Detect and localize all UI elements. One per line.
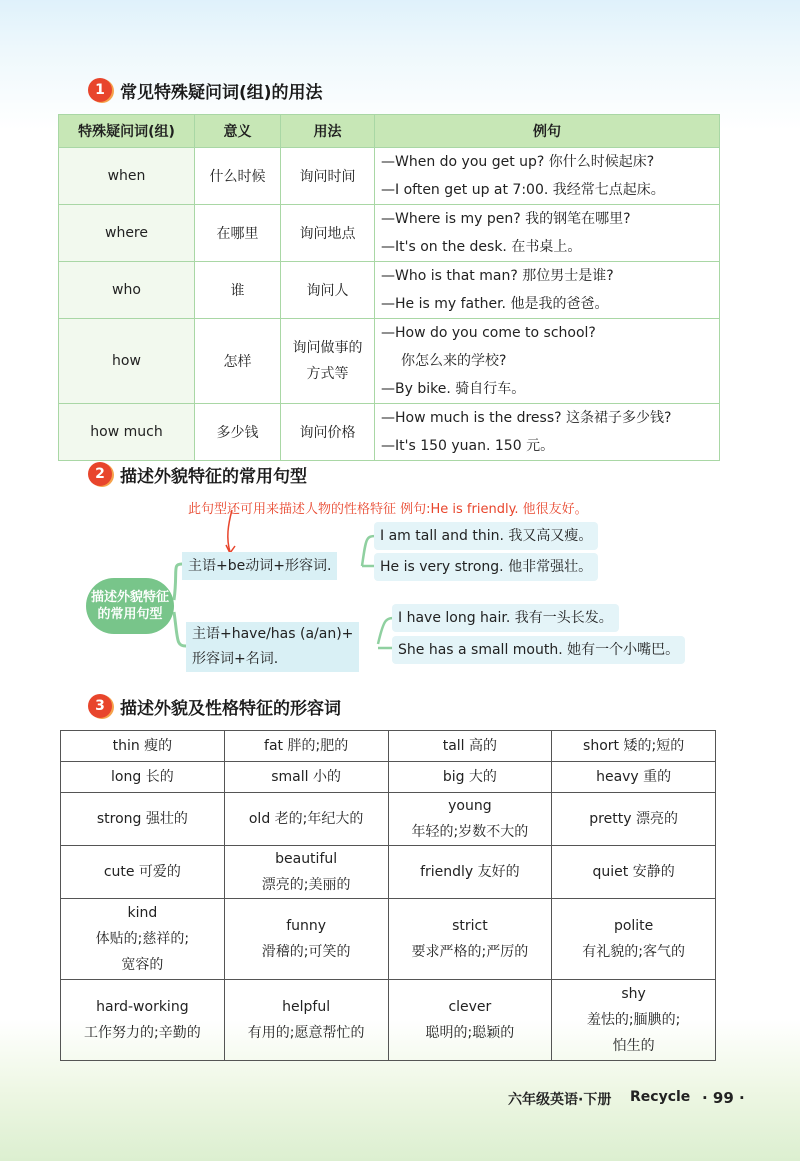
adjective-line: 工作努力的;辛勤的 bbox=[84, 1025, 201, 1041]
section-2-heading: 描述外貌特征的常用句型 bbox=[120, 466, 307, 487]
pattern-2-box bbox=[186, 622, 359, 672]
adjective-line: strong 强壮的 bbox=[96, 811, 188, 827]
adjective-line: beautiful bbox=[275, 851, 338, 867]
header-word: 特殊疑问词(组) bbox=[59, 115, 195, 148]
example-line: —How do you come to school? bbox=[381, 325, 596, 341]
adjective-line: big 大的 bbox=[442, 769, 497, 785]
pattern-1-box: 主语+be动词+形容词. bbox=[182, 552, 337, 580]
meaning-cell: 在哪里 bbox=[195, 205, 281, 262]
adjective-cell bbox=[388, 793, 552, 846]
adjective-line: 宽容的 bbox=[121, 957, 164, 973]
adjective-cell bbox=[224, 980, 388, 1061]
example-line: —How much is the dress? 这条裙子多少钱? bbox=[381, 410, 672, 426]
adjective-cell bbox=[388, 899, 552, 980]
section-3-heading: 描述外貌及性格特征的形容词 bbox=[120, 698, 341, 719]
word-cell: how much bbox=[59, 404, 195, 461]
adjective-cell bbox=[552, 793, 716, 846]
adjective-cell bbox=[552, 846, 716, 899]
section-2-number: 2 bbox=[88, 462, 112, 486]
table-row bbox=[61, 762, 716, 793]
adjective-cell bbox=[552, 980, 716, 1061]
adjective-line: 要求严格的;严厉的 bbox=[411, 944, 529, 960]
mind-map-center: 描述外貌特征的常用句型 bbox=[86, 578, 174, 634]
adjective-cell bbox=[61, 980, 225, 1061]
header-examples: 例句 bbox=[375, 115, 720, 148]
adjective-line: tall 高的 bbox=[442, 738, 498, 754]
adjective-line: small 小的 bbox=[271, 769, 341, 785]
usage-cell: 询问人 bbox=[281, 262, 375, 319]
usage-cell: 询问地点 bbox=[281, 205, 375, 262]
pattern-note: 此句型还可用来描述人物的性格特征 例句:He is friendly. 他很友好。 bbox=[188, 502, 588, 517]
footer-book-title: 六年级英语·下册 bbox=[508, 1092, 612, 1108]
adjective-line: hard-working bbox=[96, 999, 189, 1015]
adjective-line: 年轻的;岁数不大的 bbox=[411, 824, 529, 840]
pattern-2-example: I have long hair. 我有一头长发。 bbox=[392, 604, 619, 632]
meaning-cell: 怎样 bbox=[195, 319, 281, 404]
example-line: —Who is that man? 那位男士是谁? bbox=[381, 268, 614, 284]
adjective-cell bbox=[224, 846, 388, 899]
adjective-line: 漂亮的;美丽的 bbox=[261, 877, 351, 893]
pattern-2-example: She has a small mouth. 她有一个小嘴巴。 bbox=[392, 636, 685, 664]
section-1-heading: 常见特殊疑问词(组)的用法 bbox=[120, 82, 323, 103]
adjective-line: 有用的;愿意帮忙的 bbox=[247, 1025, 365, 1041]
adjective-line: clever bbox=[448, 999, 492, 1015]
adjective-line: heavy 重的 bbox=[596, 769, 672, 785]
adjective-cell bbox=[224, 762, 388, 793]
adjective-line: thin 瘦的 bbox=[112, 738, 173, 754]
adjective-line: long 长的 bbox=[111, 769, 174, 785]
adjective-cell bbox=[61, 762, 225, 793]
adjective-cell bbox=[224, 731, 388, 762]
section-3-number: 3 bbox=[88, 694, 112, 718]
adjective-line: 聪明的;聪颖的 bbox=[425, 1025, 515, 1041]
adjective-cell bbox=[388, 846, 552, 899]
meaning-cell: 多少钱 bbox=[195, 404, 281, 461]
example-line: —It's 150 yuan. 150 元。 bbox=[381, 438, 555, 454]
adjective-line: 体贴的;慈祥的; bbox=[95, 931, 190, 947]
adjectives-table bbox=[60, 730, 716, 1061]
adjective-cell bbox=[388, 762, 552, 793]
adjective-cell bbox=[61, 731, 225, 762]
adjective-cell bbox=[61, 846, 225, 899]
adjective-line: 怕生的 bbox=[612, 1038, 655, 1054]
adjective-line: friendly 友好的 bbox=[420, 864, 520, 880]
pattern-2-line: 主语+have/has (a/an)+ bbox=[192, 626, 354, 642]
adjective-line: young bbox=[448, 798, 492, 814]
example-line: —It's on the desk. 在书桌上。 bbox=[381, 239, 582, 255]
adjective-line: kind bbox=[127, 905, 158, 921]
adjective-line: 有礼貌的;客气的 bbox=[582, 944, 685, 960]
adjective-cell bbox=[552, 899, 716, 980]
example-line: —He is my father. 他是我的爸爸。 bbox=[381, 296, 609, 312]
adjective-line: helpful bbox=[282, 999, 331, 1015]
header-usage: 用法 bbox=[281, 115, 375, 148]
word-cell: who bbox=[59, 262, 195, 319]
adjective-cell bbox=[552, 731, 716, 762]
adjective-line: old 老的;年纪大的 bbox=[248, 811, 364, 827]
footer-unit: Recycle bbox=[630, 1089, 691, 1105]
usage-cell: 询问价格 bbox=[281, 404, 375, 461]
adjective-line: polite bbox=[613, 918, 654, 934]
adjective-line: fat 胖的;肥的 bbox=[264, 738, 349, 754]
adjective-line: short 矮的;短的 bbox=[583, 738, 685, 754]
table-row bbox=[61, 846, 716, 899]
page-number: · 99 · bbox=[702, 1089, 745, 1107]
word-cell: how bbox=[59, 319, 195, 404]
table-row bbox=[61, 899, 716, 980]
section-3-title bbox=[88, 694, 341, 718]
adjective-cell bbox=[61, 793, 225, 846]
meaning-cell: 谁 bbox=[195, 262, 281, 319]
adjective-line: quiet 安静的 bbox=[592, 864, 675, 880]
table-row bbox=[61, 980, 716, 1061]
adjective-cell bbox=[224, 793, 388, 846]
adjective-cell bbox=[224, 899, 388, 980]
word-cell: where bbox=[59, 205, 195, 262]
adjective-cell bbox=[388, 980, 552, 1061]
section-1-number: 1 bbox=[88, 78, 112, 102]
meaning-cell: 什么时候 bbox=[195, 148, 281, 205]
example-line: —Where is my pen? 我的钢笔在哪里? bbox=[381, 211, 631, 227]
usage-cell: 询问时间 bbox=[281, 148, 375, 205]
adjective-line: shy bbox=[621, 986, 646, 1002]
adjective-cell bbox=[388, 731, 552, 762]
word-cell: when bbox=[59, 148, 195, 205]
header-meaning: 意义 bbox=[195, 115, 281, 148]
pattern-2-line: 形容词+名词. bbox=[192, 651, 279, 667]
adjective-line: pretty 漂亮的 bbox=[589, 811, 678, 827]
example-line: —I often get up at 7:00. 我经常七点起床。 bbox=[381, 182, 665, 198]
example-line: 你怎么来的学校? bbox=[401, 353, 507, 369]
usage-cell: 询问做事的方式等 bbox=[281, 319, 375, 404]
adjective-line: 滑稽的;可笑的 bbox=[261, 944, 351, 960]
pattern-1-example: I am tall and thin. 我又高又瘦。 bbox=[374, 522, 598, 550]
adjective-line: 羞怯的;腼腆的; bbox=[586, 1012, 681, 1028]
adjective-cell bbox=[552, 762, 716, 793]
pattern-1-example: He is very strong. 他非常强壮。 bbox=[374, 553, 598, 581]
adjective-cell bbox=[61, 899, 225, 980]
example-line: —When do you get up? 你什么时候起床? bbox=[381, 154, 655, 170]
adjective-line: cute 可爱的 bbox=[103, 864, 181, 880]
example-line: —By bike. 骑自行车。 bbox=[381, 381, 526, 397]
table-row bbox=[61, 793, 716, 846]
table-row bbox=[61, 731, 716, 762]
adjective-line: strict bbox=[452, 918, 488, 934]
adjective-line: funny bbox=[286, 918, 327, 934]
